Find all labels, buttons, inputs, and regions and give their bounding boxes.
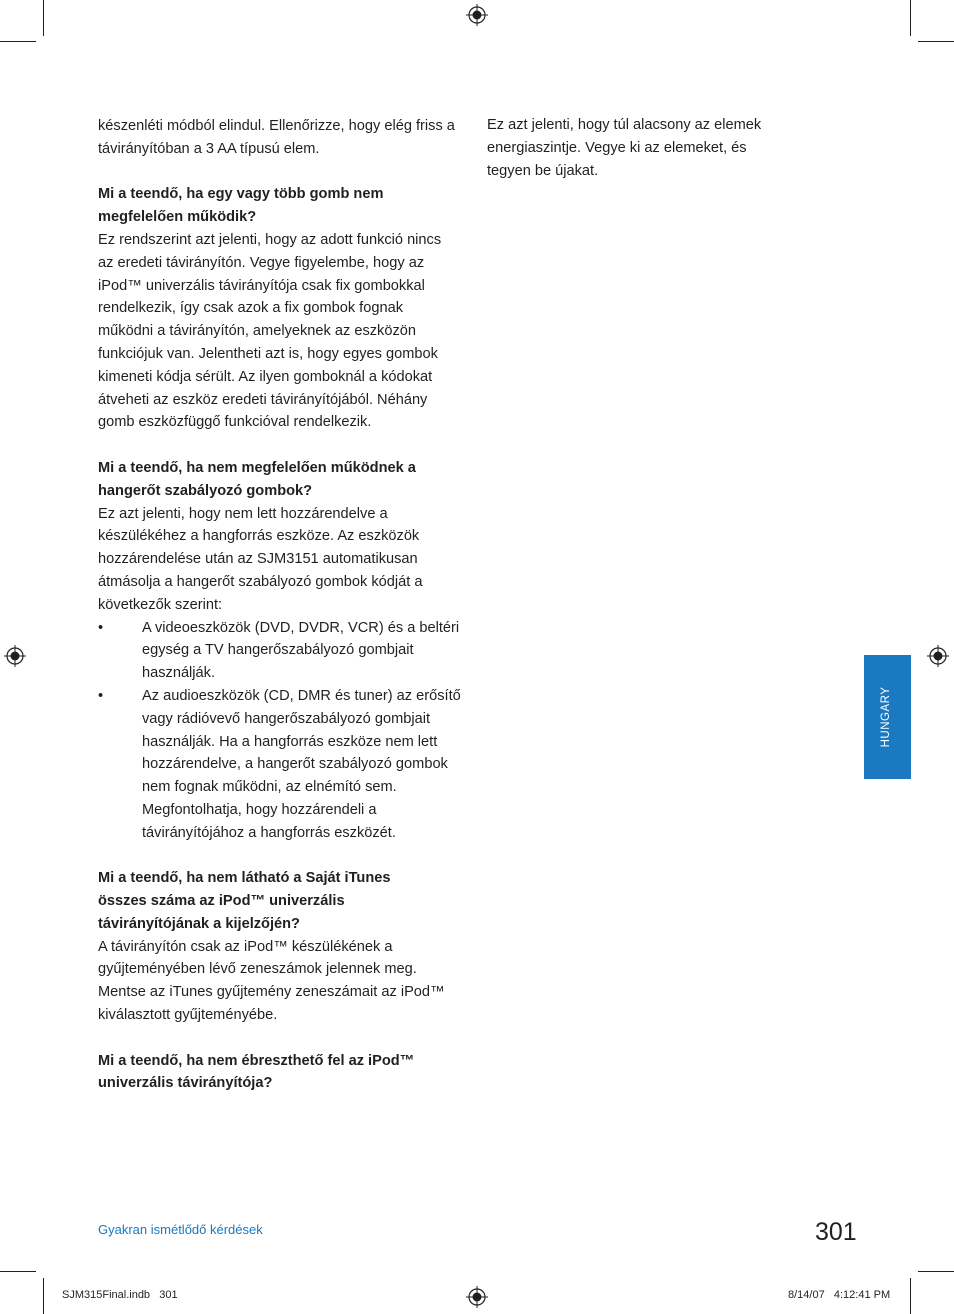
page-number: 301 xyxy=(815,1218,857,1246)
faq-answer: Ez azt jelenti, hogy nem lett hozzárendelve a készülékéhez a hangforrás eszköze. Az eszközök hozzárendelése után az SJM3151 automatikusan átmásolja a hangerőt szabályozó gombok kódját a következők szerint: xyxy=(98,505,423,613)
faq-question: Mi a teendő, ha nem megfelelően működnek a hangerőt szabályozó gombok? xyxy=(98,459,416,499)
slug-right: 8/14/07 4:12:41 PM xyxy=(788,1289,891,1301)
crop-mark xyxy=(918,41,954,42)
intro-paragraph: készenléti módból elindul. Ellenőrizze, hogy elég friss a távirányítóban a 3 AA típusú elem. xyxy=(98,118,455,157)
right-column xyxy=(487,114,767,182)
crop-mark xyxy=(43,0,44,36)
faq-question: Mi a teendő, ha nem látható a Saját iTunes összes száma az iPod™ univerzális távirányítójának a kijelzőjén? xyxy=(98,870,391,932)
list-item-text: A videoeszközök (DVD, DVDR, VCR) és a beltéri egység a TV hangerőszabályozó gombjait használják. xyxy=(142,619,460,682)
footer-section-title: Gyakran ismétlődő kérdések xyxy=(98,1222,263,1237)
faq-answer: A távirányítón csak az iPod™ készülékének a gyűjteményében lévő zeneszámok jelennek meg. Mentse az iTunes gyűjtemény zeneszámait az iPod™ kiválasztott gyűjteményébe. xyxy=(98,938,445,1024)
bullet-symbol: • xyxy=(98,687,104,704)
faq-question: Mi a teendő, ha egy vagy több gomb nem megfelelően működik? xyxy=(98,186,384,226)
crop-mark xyxy=(918,1271,954,1272)
crop-mark xyxy=(43,1278,44,1314)
slug-left: SJM315Final.indb 301 xyxy=(62,1289,178,1301)
registration-mark-icon xyxy=(466,1286,488,1308)
list-item xyxy=(98,617,464,685)
registration-mark-icon xyxy=(4,645,26,667)
crop-mark xyxy=(910,0,911,36)
list-item-text: Az audioeszközök (CD, DMR és tuner) az erősítő vagy rádióvevő hangerőszabályozó gombjait használják. Ha a hangforrás eszköze nem lett hozzárendelve, a hangerőt szabályozó gombok nem fognak működni, az elnémító sem. Megfontolhatja, hogy hozzárendeli a távirányítójához a hangforrás eszközét. xyxy=(142,687,461,841)
registration-mark-icon xyxy=(927,645,949,667)
bullet-symbol: • xyxy=(98,619,104,636)
crop-mark xyxy=(0,1271,36,1272)
language-tab-label: HUNGARY xyxy=(880,686,892,748)
faq-answer: Ez rendszerint azt jelenti, hogy az adott funkció nincs az eredeti távirányítón. Vegye figyelembe, hogy az iPod™ univerzális távirányítója csak fix gombokkal rendelkezik, így csak azok a fix gombok fognak működni a távirányítón, amelyeknek az eszközön funkciójuk van. Jelentheti azt is, hogy egyes gombok kimeneti kódja sérült. Az ilyen gomboknál a kódokat átveheti az eszköz eredeti távirányítójából. Néhány gomb eszközfüggő funkcióval rendelkezik. xyxy=(98,231,442,431)
left-column xyxy=(98,115,464,1095)
crop-mark xyxy=(910,1278,911,1314)
faq-answer: Ez azt jelenti, hogy túl alacsony az elemek energiaszintje. Vegye ki az elemeket, és tegyen be újakat. xyxy=(487,117,762,179)
registration-mark-icon xyxy=(466,4,488,26)
list-item xyxy=(98,685,462,845)
faq-question: Mi a teendő, ha nem ébreszthető fel az iPod™ univerzális távirányítója? xyxy=(98,1052,415,1092)
crop-mark xyxy=(0,41,36,42)
